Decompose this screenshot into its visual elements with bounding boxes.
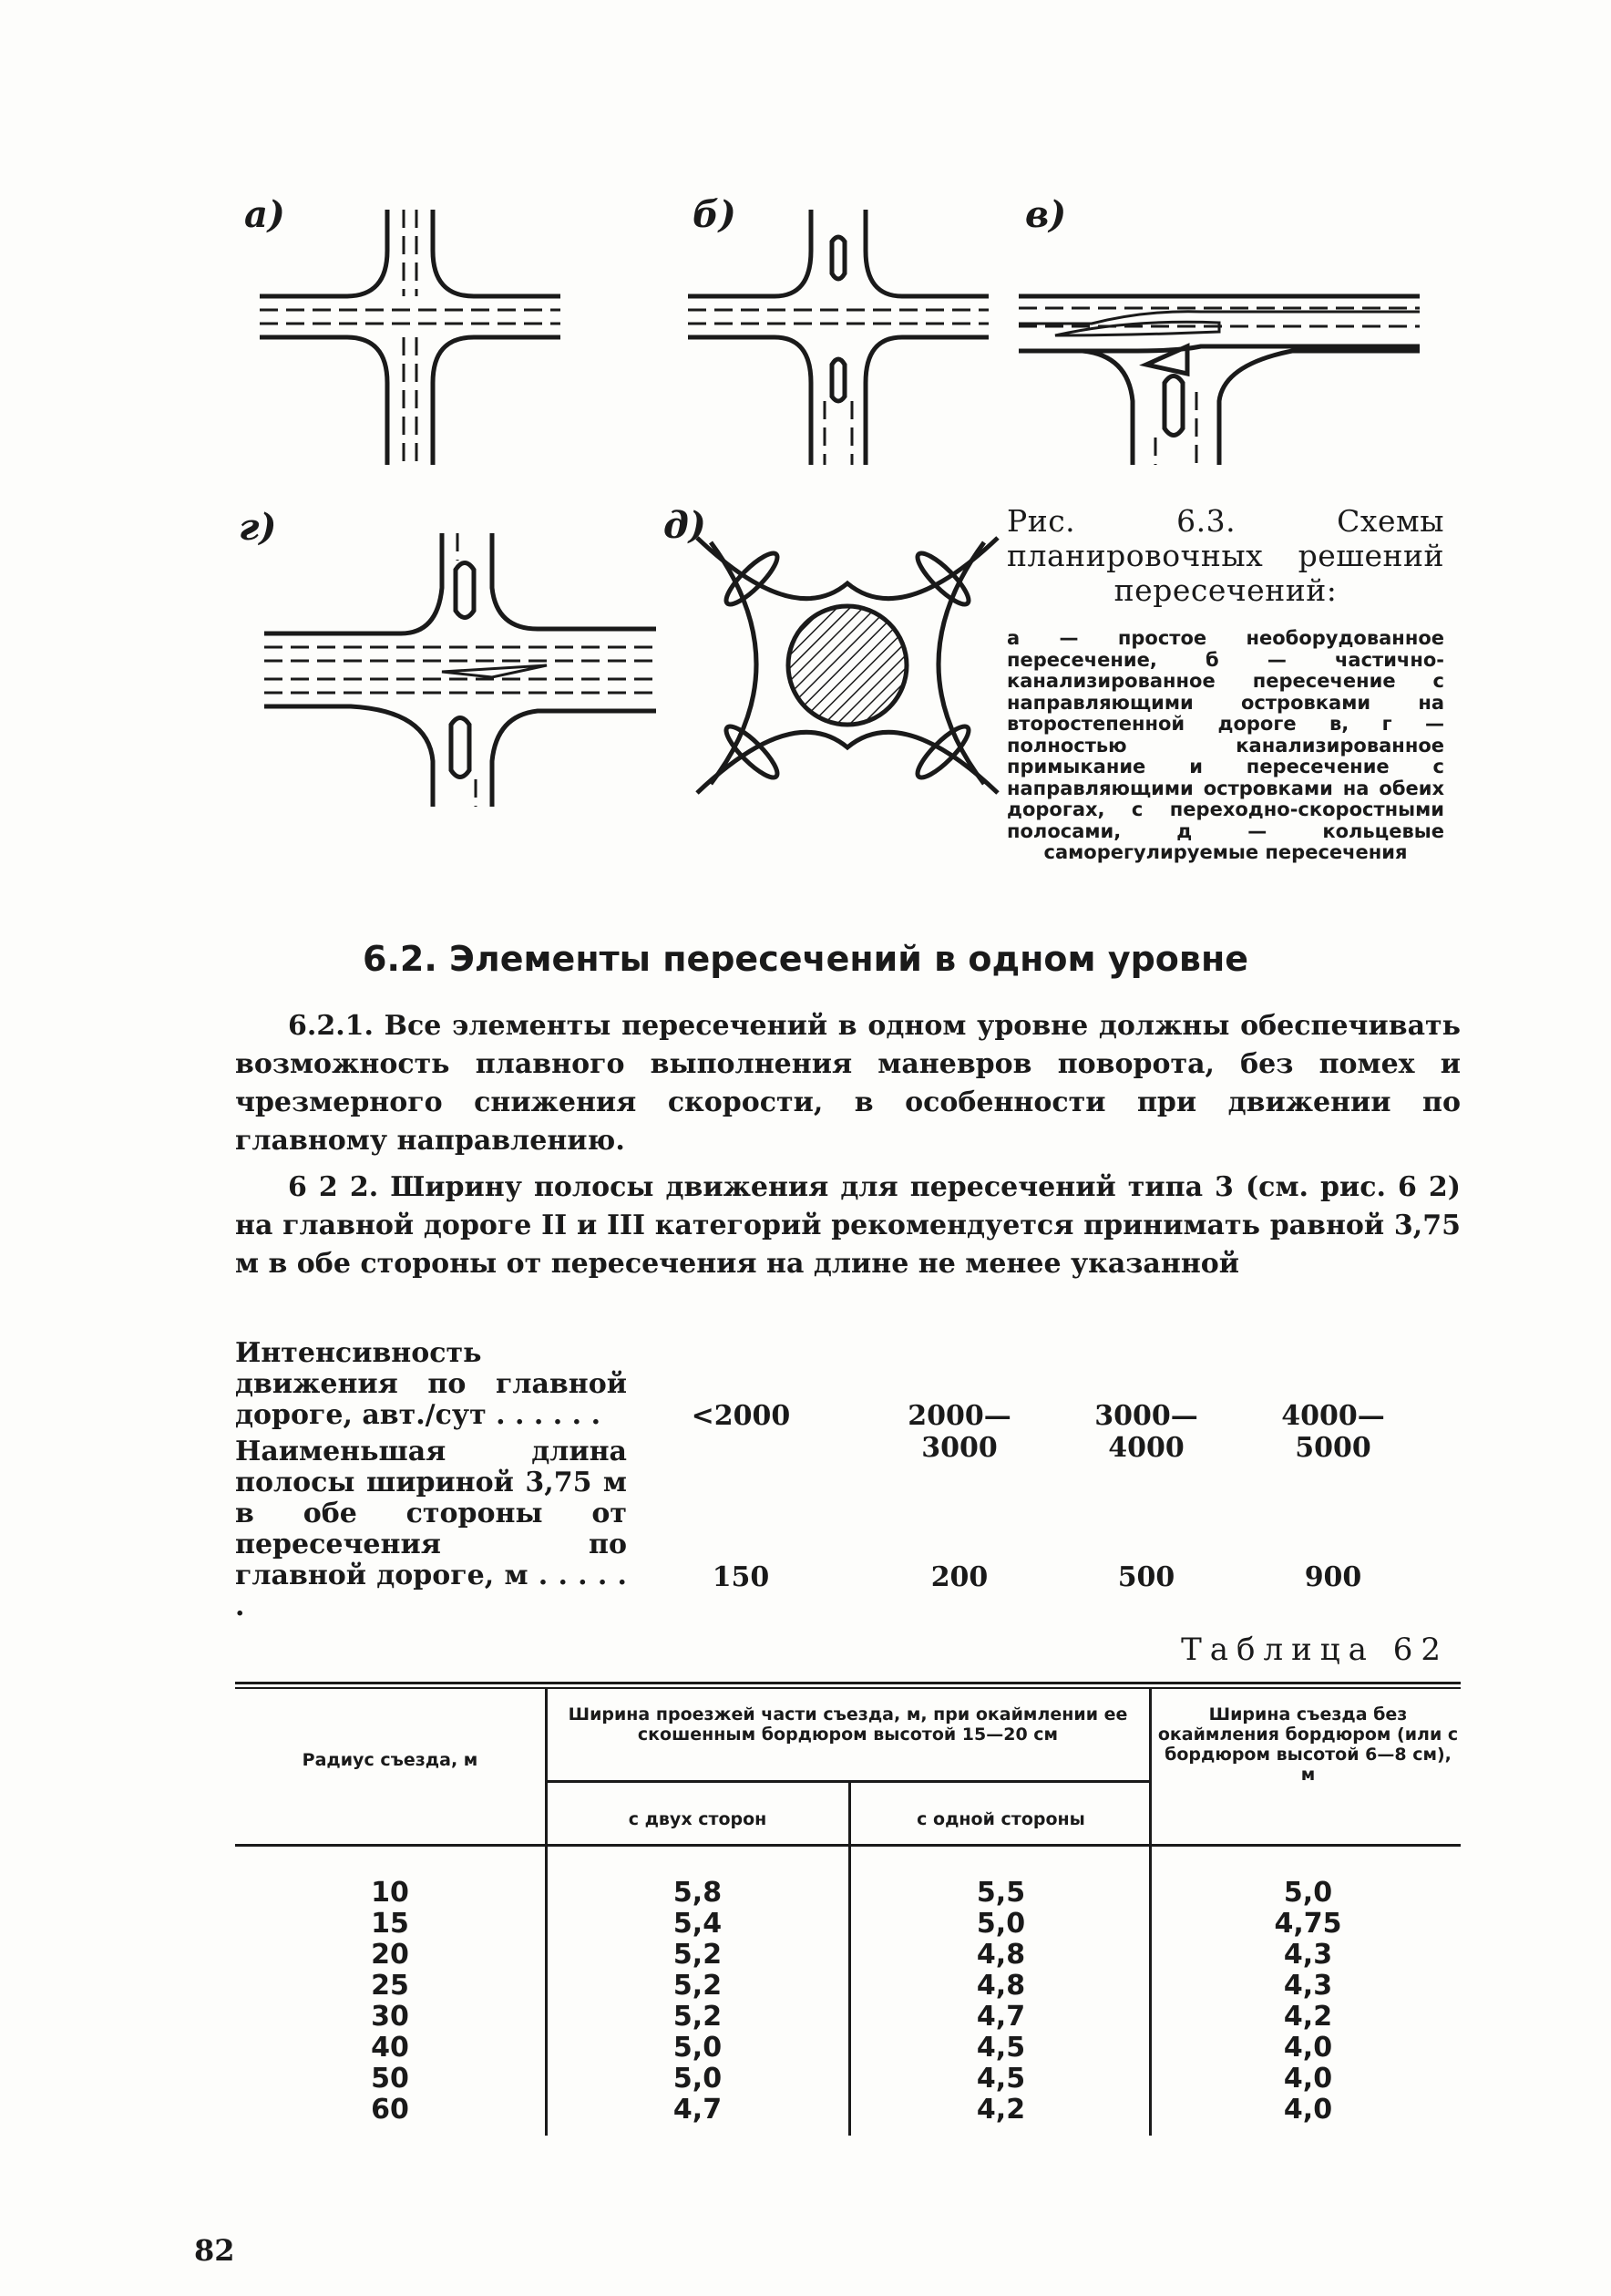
- table-cell: 5,0: [672, 2063, 723, 2095]
- table-cell: 4,7: [976, 2001, 1026, 2033]
- table-6-2: [235, 1682, 1461, 2137]
- table-cell: 60: [371, 2094, 409, 2126]
- table-cell: 40: [371, 2032, 409, 2064]
- table-cell: 4,2: [976, 2094, 1026, 2126]
- table-divider: [1149, 1689, 1152, 2136]
- table-cell: 4,8: [976, 1970, 1026, 2002]
- paragraph-6-2-2-text: 6 2 2. Ширину полосы движения для пересечений типа 3 (см. рис. 6 2) на главной дороге II и III категорий рекомендуется принимать равной 3,75 м в обе стороны от пересечения на длине не менее указанной: [235, 1171, 1461, 1280]
- table-cell: 5,2: [672, 1970, 723, 2002]
- paragraph-6-2-1: [235, 1007, 1461, 1160]
- table-cell: 30: [371, 2001, 409, 2033]
- min-length-value: 200: [930, 1561, 989, 1593]
- figure-label-e: д): [663, 504, 706, 547]
- column-one-side: [853, 1878, 1149, 2126]
- table-cell: 5,2: [672, 2001, 723, 2033]
- table-cell: 4,0: [1283, 2063, 1333, 2095]
- table-cell: 5,4: [672, 1908, 723, 1940]
- header-two-sides: с двух сторон: [628, 1809, 767, 1829]
- intensity-value: <2000: [691, 1400, 791, 1432]
- table-cell: 5,8: [672, 1877, 723, 1909]
- figure-caption-body: а — простое необорудованное пересечение, б — частично-канализированное пересечение с направляющими островками на второстепенной дороге в, г — полностью канализированное примыкание и пересечение с направляющими островками на обеих дорогах, с переходно-скоростными полосами, д — кольцевые саморегулируемые пересечения: [1007, 627, 1444, 863]
- table-divider: [848, 1782, 851, 2136]
- table-cell: 5,0: [976, 1908, 1026, 1940]
- table-top-rule: [235, 1682, 1461, 1684]
- table-cell: 4,7: [672, 2094, 723, 2126]
- table-cell: 4,8: [976, 1939, 1026, 1971]
- intensity-value: 4000—5000: [1281, 1400, 1385, 1464]
- header-no-curb: Ширина съезда без окаймления бордюром (или с бордюром высотой 6—8 см), м: [1157, 1704, 1459, 1785]
- min-length-value: 900: [1304, 1561, 1362, 1593]
- paragraph-6-2-1-text: 6.2.1. Все элементы пересечений в одном уровне должны обеспечивать возможность плавного выполнения маневров поворота, без помех и чрезмерного снижения скорости, в особенности при движении по главному направлению.: [235, 1010, 1461, 1157]
- figure-label-d: г): [239, 506, 277, 549]
- table-divider: [545, 1689, 548, 2136]
- table-cell: 4,5: [976, 2032, 1026, 2064]
- table-cell: 25: [371, 1970, 409, 2002]
- intensity-value: 2000—3000: [908, 1400, 1011, 1464]
- schema-b-partially-channelized: [688, 210, 989, 465]
- schema-a-simple-intersection: [260, 210, 560, 465]
- min-length-value: 500: [1117, 1561, 1175, 1593]
- min-length-value: 150: [712, 1561, 770, 1593]
- column-two-sides: [549, 1878, 846, 2126]
- table-cell: 4,2: [1283, 2001, 1333, 2033]
- table-label: Таблица 62: [1181, 1632, 1449, 1668]
- figure-caption: [1007, 504, 1444, 864]
- table-cell: 4,0: [1283, 2094, 1333, 2126]
- table-cell: 4,0: [1283, 2032, 1333, 2064]
- header-one-side: с одной стороны: [917, 1809, 1085, 1829]
- page-number: 82: [194, 2233, 235, 2268]
- table-cell: 5,0: [672, 2032, 723, 2064]
- table-cell: 10: [371, 1877, 409, 1909]
- schema-c-channelized-junction: [1019, 283, 1420, 465]
- column-radius: [235, 1878, 545, 2126]
- header-radius: Радиус съезда, м: [302, 1750, 478, 1770]
- table-subheader-rule: [545, 1780, 1149, 1783]
- table-cell: 5,0: [1283, 1877, 1333, 1909]
- min-length-row-label: Наименьшая длина полосы шириной 3,75 м в обе стороны от пересечения по главной дороге, м . . . . . .: [235, 1436, 627, 1622]
- figure-label-a: а): [244, 193, 285, 236]
- table-cell: 4,5: [976, 2063, 1026, 2095]
- table-cell: 20: [371, 1939, 409, 1971]
- figure-caption-title: Рис. 6.3. Схемы планировочных решений пересечений:: [1007, 503, 1444, 608]
- schema-e-roundabout: [693, 520, 1002, 811]
- table-cell: 4,75: [1274, 1908, 1342, 1940]
- table-cell: 4,3: [1283, 1970, 1333, 2002]
- column-no-curb: [1155, 1878, 1461, 2126]
- figure-label-b: б): [693, 193, 736, 236]
- table-cell: 15: [371, 1908, 409, 1940]
- table-cell: 5,2: [672, 1939, 723, 1971]
- table-top-rule-2: [235, 1687, 1461, 1689]
- paragraph-6-2-2: [235, 1169, 1461, 1283]
- section-title: 6.2. Элементы пересечений в одном уровне: [363, 939, 1248, 979]
- table-cell: 50: [371, 2063, 409, 2095]
- header-width-group: Ширина проезжей части съезда, м, при окаймлении ее скошенным бордюром высотой 15—20 см: [568, 1704, 1128, 1745]
- table-cell: 4,3: [1283, 1939, 1333, 1971]
- figure-label-c: в): [1025, 193, 1067, 236]
- intensity-value: 3000—4000: [1094, 1400, 1198, 1464]
- schema-d-fully-channelized-crossing: [264, 533, 656, 807]
- table-cell: 5,5: [976, 1877, 1026, 1909]
- intensity-row-label: Интенсивность движения по главной дороге, авт./сут . . . . . .: [235, 1337, 627, 1431]
